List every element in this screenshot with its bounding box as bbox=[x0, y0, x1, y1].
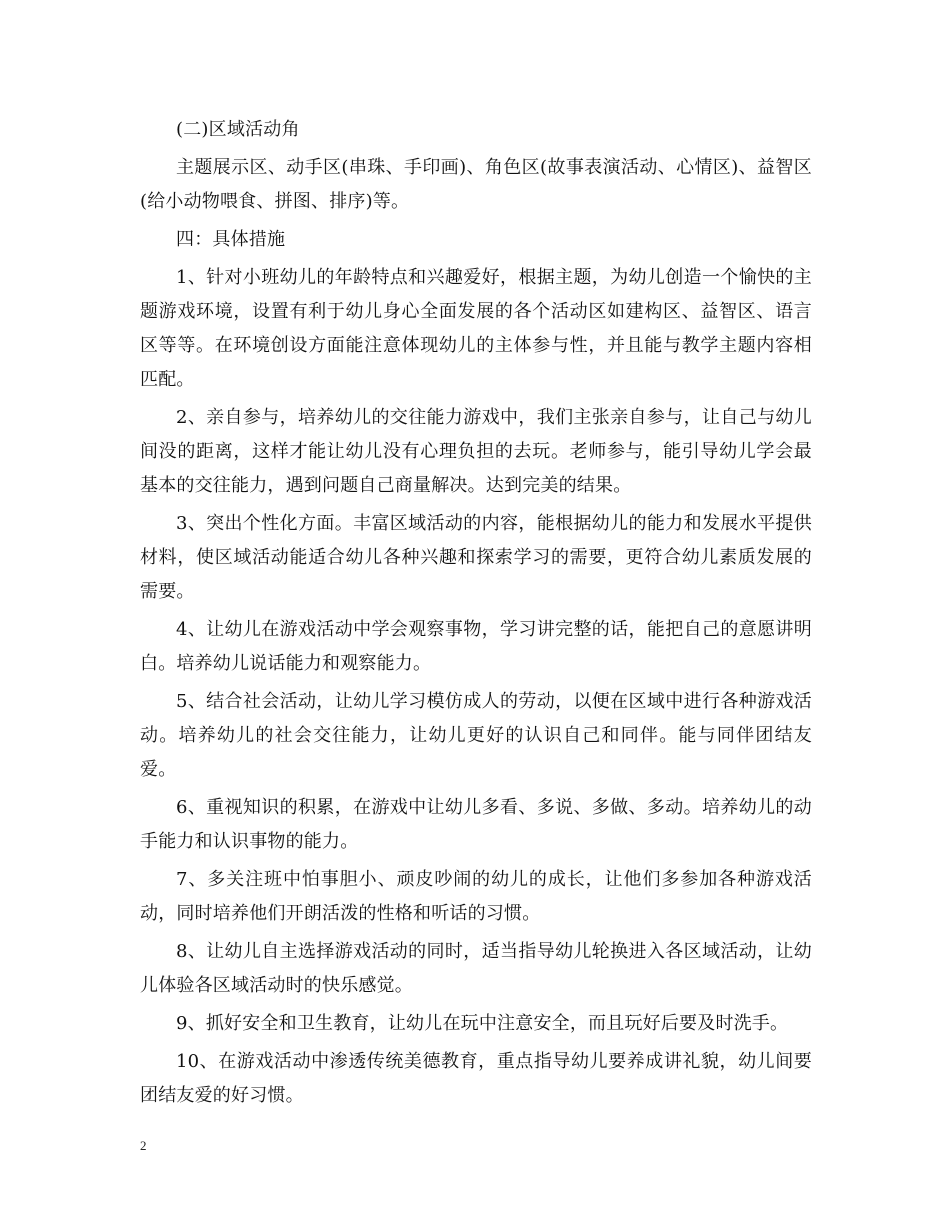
measure-item-9: 9、抓好安全和卫生教育，让幼儿在玩中注意安全，而且玩好后要及时洗手。 bbox=[176, 1013, 789, 1034]
paragraph-activity-areas: 主题展示区、动手区(串珠、手印画)、角色区(故事表演活动、心情区)、益智区(给小动物喂食、拼图、排序)等。 bbox=[140, 157, 812, 212]
measure-item-5: 5、结合社会活动，让幼儿学习模仿成人的劳动，以便在区域中进行各种游戏活动。培养幼儿的社会交往能力，让幼儿更好的认识自己和同伴。能与同伴团结友爱。 bbox=[140, 691, 812, 780]
measure-item-8: 8、让幼儿自主选择游戏活动的同时，适当指导幼儿轮换进入各区域活动，让幼儿体验各区域活动时的快乐感觉。 bbox=[140, 941, 812, 996]
document-body bbox=[140, 113, 812, 1117]
measure-item-10: 10、在游戏活动中渗透传统美德教育，重点指导幼儿要养成讲礼貌，幼儿间要团结友爱的好习惯。 bbox=[140, 1051, 812, 1106]
page-number: 2 bbox=[140, 1138, 147, 1153]
measure-item-6: 6、重视知识的积累，在游戏中让幼儿多看、多说、多做、多动。培养幼儿的动手能力和认识事物的能力。 bbox=[140, 797, 812, 852]
measure-item-1: 1、针对小班幼儿的年龄特点和兴趣爱好，根据主题，为幼儿创造一个愉快的主题游戏环境，设置有利于幼儿身心全面发展的各个活动区如建构区、益智区、语言区等等。在环境创设方面能注意体现幼儿的主体参与性，并且能与教学主题内容相匹配。 bbox=[140, 267, 812, 390]
measure-item-4: 4、让幼儿在游戏活动中学会观察事物，学习讲完整的话，能把自己的意愿讲明白。培养幼儿说话能力和观察能力。 bbox=[140, 619, 812, 674]
section-heading-measures: 四：具体措施 bbox=[176, 229, 286, 250]
measure-item-7: 7、多关注班中怕事胆小、顽皮吵闹的幼儿的成长，让他们多参加各种游戏活动，同时培养他们开朗活泼的性格和听话的习惯。 bbox=[140, 869, 812, 924]
measure-item-3: 3、突出个性化方面。丰富区域活动的内容，能根据幼儿的能力和发展水平提供材料，使区域活动能适合幼儿各种兴趣和探索学习的需要，更符合幼儿素质发展的需要。 bbox=[140, 513, 812, 602]
section-heading-activity-corner: (二)区域活动角 bbox=[176, 119, 300, 140]
measure-item-2: 2、亲自参与，培养幼儿的交往能力游戏中，我们主张亲自参与，让自己与幼儿间没的距离，这样才能让幼儿没有心理负担的去玩。老师参与，能引导幼儿学会最基本的交往能力，遇到问题自己商量解决。达到完美的结果。 bbox=[140, 407, 812, 496]
